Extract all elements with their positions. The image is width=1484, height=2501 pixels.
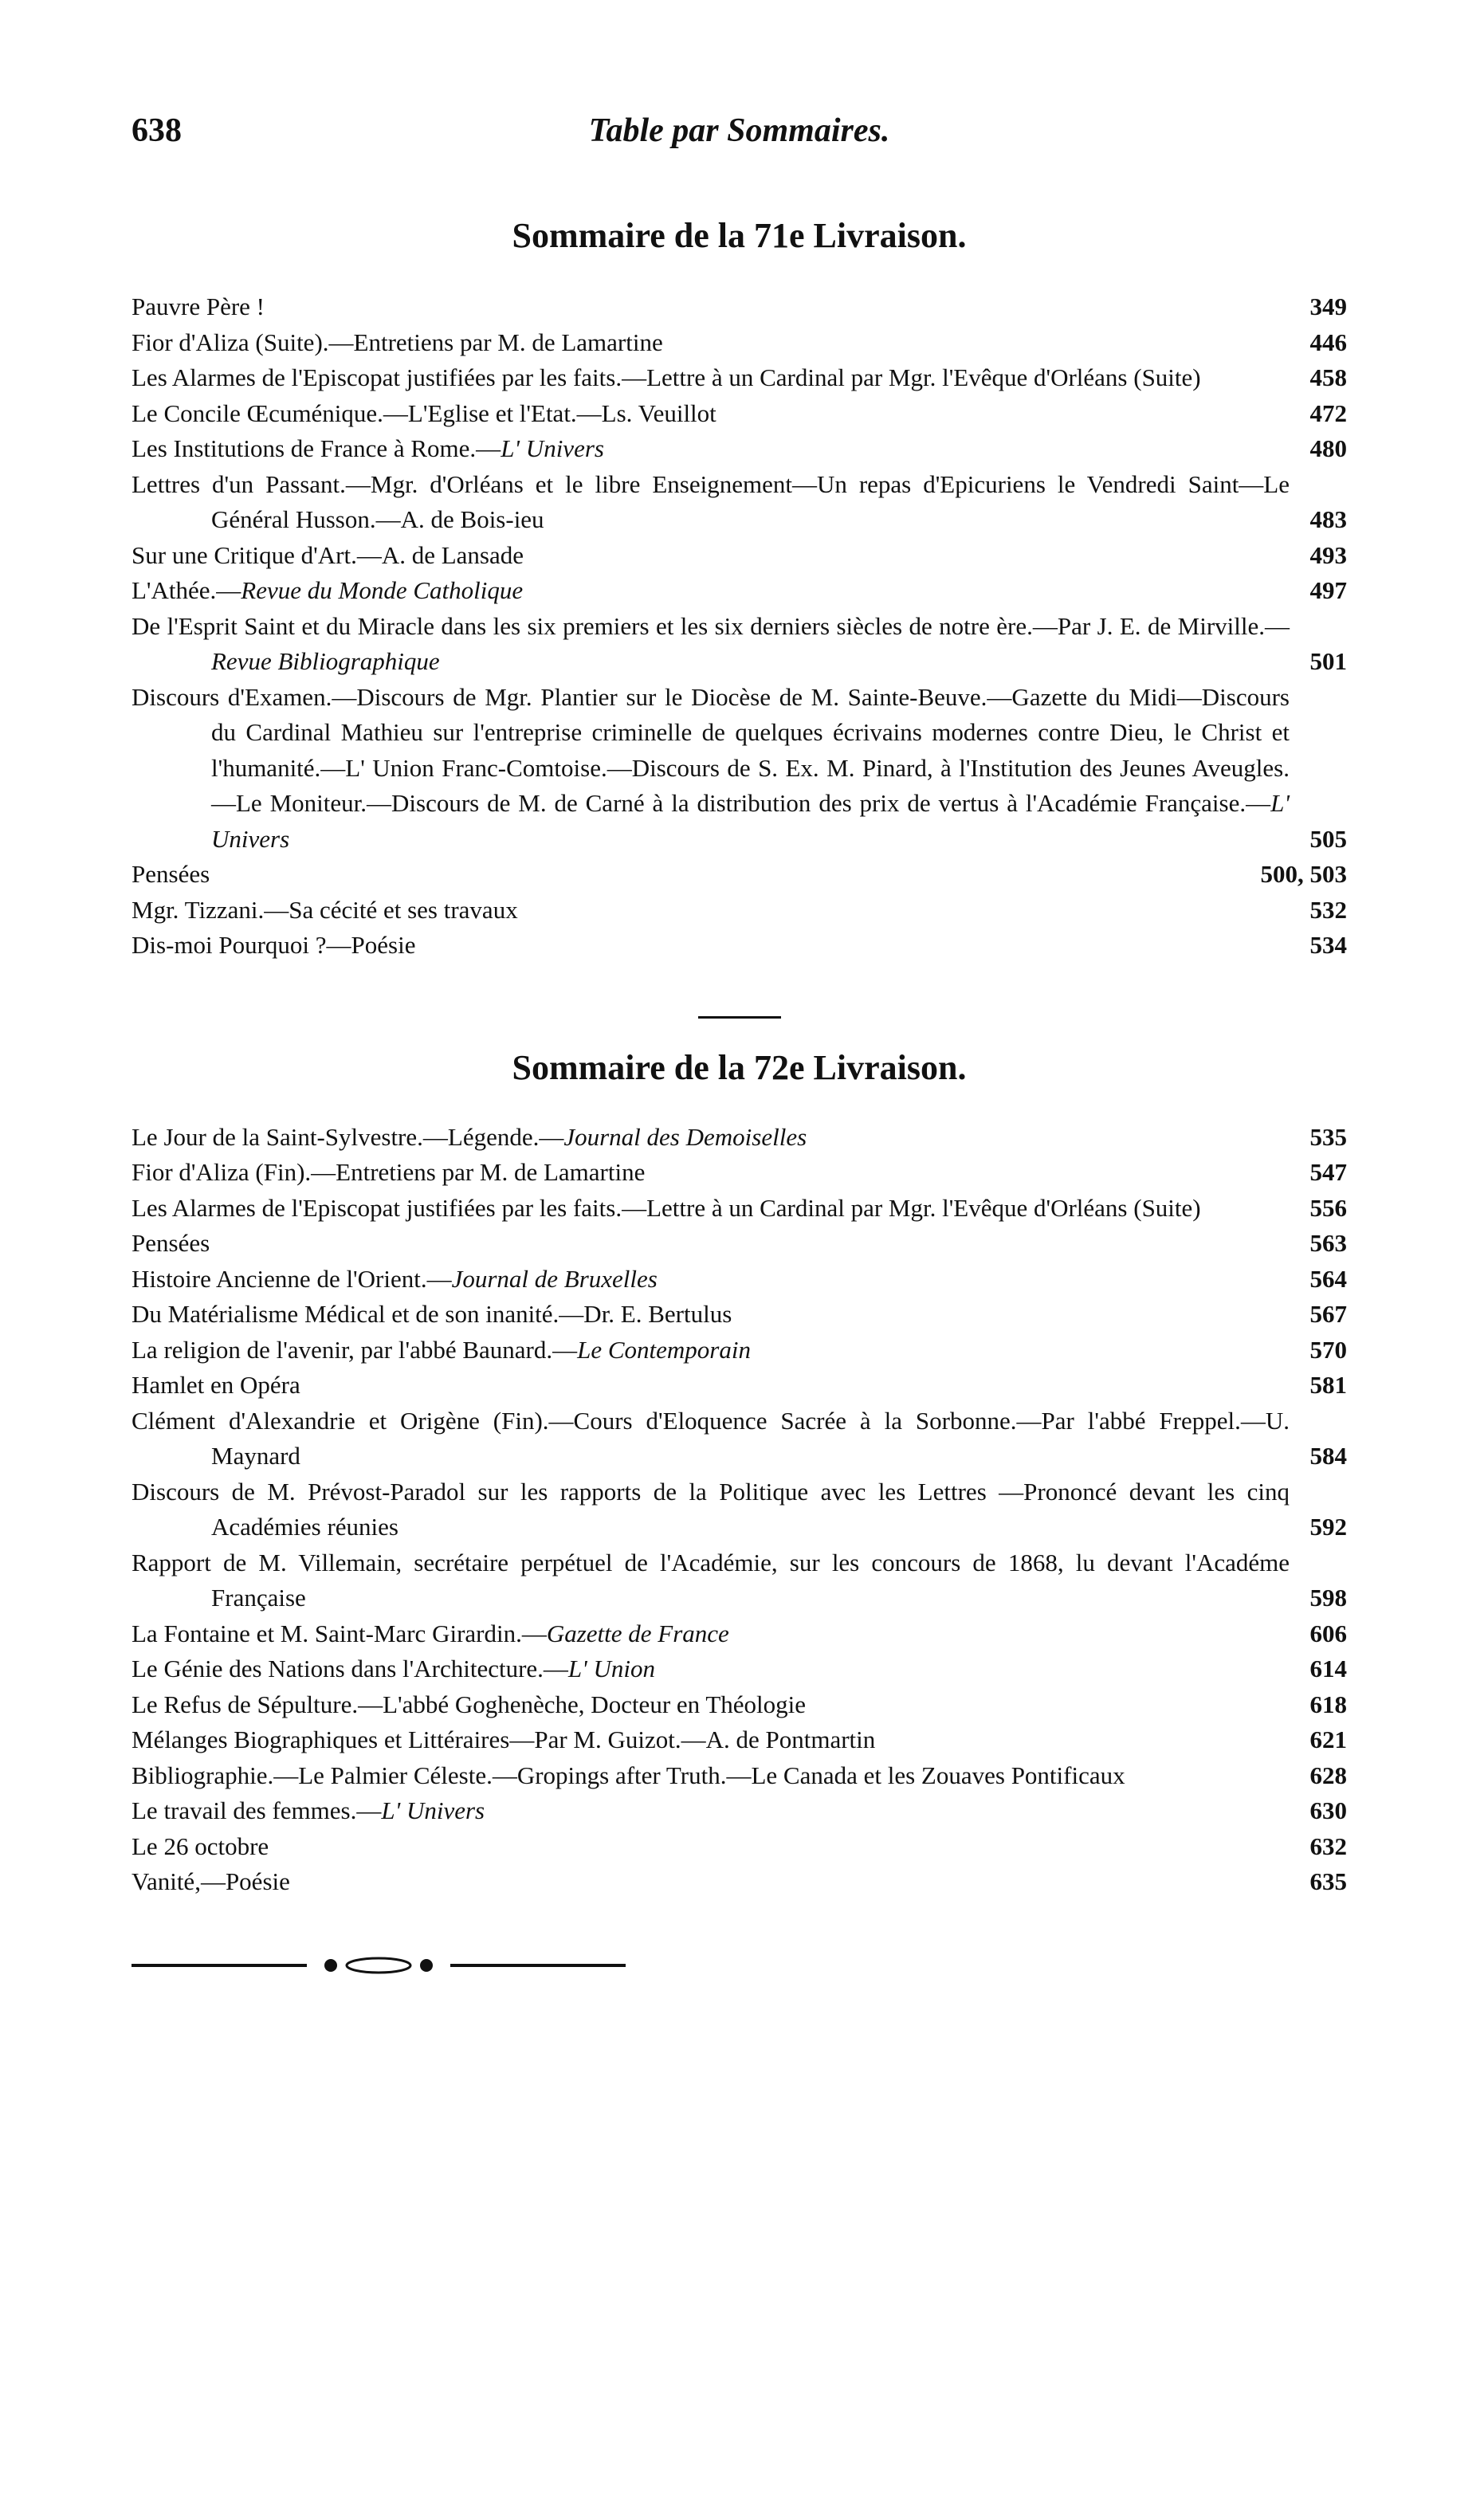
contents-entry xyxy=(132,431,1347,467)
entry-title-text: Pensées xyxy=(132,1229,210,1257)
entry-page-number: 535 xyxy=(1309,1122,1347,1151)
running-head xyxy=(132,112,1347,167)
entry-page-number: 606 xyxy=(1309,1619,1347,1647)
entry-title-text: Discours d'Examen.—Discours de Mgr. Plantier sur le Diocèse de M. Sainte-Beuve.—Gazette du Midi—Discours du Cardinal Mathieu sur l'entreprise criminelle de quelques écrivains modernes contre Dieu, le Christ et l'humanité.—L' Union Franc-Comtoise.—Discours de S. Ex. M. Pinard, à l'Institution des Jeunes Aveugles.—Le Moniteur.—Discours de M. de Carné à la distribution des prix de vertus à l'Académie Française.— xyxy=(132,682,1290,817)
entry-source: Journal des Demoiselles xyxy=(563,1122,807,1151)
entry-title-text: Le Concile Œcuménique.—L'Eglise et l'Etat.—Ls. Veuillot xyxy=(132,399,716,427)
entry-page-number: 532 xyxy=(1309,895,1347,924)
end-ornament-icon xyxy=(132,1948,626,1980)
contents-entry xyxy=(132,1120,1347,1156)
contents-entry xyxy=(132,680,1347,858)
entry-title xyxy=(132,1474,1290,1545)
entry-title xyxy=(132,1687,1290,1723)
entry-title-text: La religion de l'avenir, par l'abbé Baunard.— xyxy=(132,1335,578,1364)
contents-entry xyxy=(132,1651,1347,1687)
contents-entry xyxy=(132,573,1347,609)
entry-title xyxy=(132,1545,1290,1616)
contents-entry xyxy=(132,1297,1347,1333)
contents-entry xyxy=(132,1226,1347,1262)
entry-title xyxy=(132,857,1251,893)
entry-title xyxy=(132,1191,1290,1227)
entry-page-number: 630 xyxy=(1309,1796,1347,1824)
entry-title xyxy=(132,360,1290,396)
entry-title-text: Les Alarmes de l'Episcopat justifiées par les faits.—Lettre à un Cardinal par Mgr. l'Evêque d'Orléans (Suite) xyxy=(132,1193,1201,1222)
page xyxy=(132,112,1347,1984)
section-divider xyxy=(698,1016,781,1019)
entry-title xyxy=(132,1262,1290,1298)
entry-source: L' Union xyxy=(567,1655,656,1682)
entry-source: Revue du Monde Catholique xyxy=(241,576,524,604)
entry-page-number: 584 xyxy=(1309,1442,1347,1470)
contents-entry xyxy=(132,396,1347,432)
entry-title-text: Dis-moi Pourquoi ?—Poésie xyxy=(132,931,416,959)
entry-page-number: 547 xyxy=(1309,1158,1347,1186)
entry-title xyxy=(132,1155,1290,1191)
entry-title-text: Bibliographie.—Le Palmier Céleste.—Gropings after Truth.—Le Canada et les Zouaves Pontificaux xyxy=(132,1761,1125,1789)
entry-page-number: 563 xyxy=(1309,1229,1347,1257)
entry-page-number: 581 xyxy=(1309,1371,1347,1399)
section-title-72: Sommaire de la 72e Livraison. xyxy=(512,1047,967,1087)
entry-title xyxy=(132,1368,1290,1404)
contents-entry xyxy=(132,928,1347,964)
entry-title-text: Discours de M. Prévost-Paradol sur les rapports de la Politique avec les Lettres —Prononcé devant les cinq Académies réunies xyxy=(132,1477,1290,1541)
entry-title-text: Sur une Critique d'Art.—A. de Lansade xyxy=(132,540,524,569)
page-number: 638 xyxy=(132,112,182,149)
entry-title-text: Mélanges Biographiques et Littéraires—Par M. Guizot.—A. de Pontmartin xyxy=(132,1726,876,1753)
entry-page-number: 556 xyxy=(1309,1193,1347,1222)
contents-entry xyxy=(132,1793,1347,1829)
entry-title-text: Le 26 octobre xyxy=(132,1832,269,1860)
entry-page-number: 632 xyxy=(1309,1832,1347,1860)
entry-title xyxy=(132,1829,1290,1865)
entry-title-text: Lettres d'un Passant.—Mgr. d'Orléans et le libre Enseignement—Un repas d'Epicuriens le Vendredi Saint—Le Général Husson.—A. de Bois-ieu xyxy=(132,469,1290,533)
entry-title xyxy=(132,538,1290,574)
section-title-71: Sommaire de la 71e Livraison. xyxy=(512,216,967,255)
contents-entry xyxy=(132,360,1347,396)
entry-title xyxy=(132,1616,1290,1652)
contents-entry xyxy=(132,857,1347,893)
entry-page-number: 497 xyxy=(1309,576,1347,604)
entry-page-number: 493 xyxy=(1309,540,1347,569)
entry-title xyxy=(132,1793,1290,1829)
contents-entry xyxy=(132,1404,1347,1474)
entry-source: Revue Bibliographique xyxy=(211,647,440,675)
contents-entry xyxy=(132,1545,1347,1616)
entry-title-text: Du Matérialisme Médical et de son inanité.—Dr. E. Bertulus xyxy=(132,1300,732,1328)
contents-entry xyxy=(132,1829,1347,1865)
contents-entry xyxy=(132,1758,1347,1794)
entry-title xyxy=(132,1864,1290,1900)
entry-source: Gazette de France xyxy=(546,1619,729,1647)
contents-entry xyxy=(132,1864,1347,1900)
entry-title xyxy=(132,1722,1290,1758)
entry-title-text: Clément d'Alexandrie et Origène (Fin).—Cours d'Eloquence Sacrée à la Sorbonne.—Par l'abbé Freppel.—U. Maynard xyxy=(132,1406,1290,1470)
entry-page-number: 592 xyxy=(1309,1513,1347,1541)
contents-entry xyxy=(132,325,1347,361)
entry-source: L' Univers xyxy=(501,434,604,462)
entry-title-text: L'Athée.— xyxy=(132,576,241,604)
entry-page-number: 628 xyxy=(1309,1761,1347,1789)
contents-entry xyxy=(132,1155,1347,1191)
contents-list-71 xyxy=(132,289,1347,964)
entry-title xyxy=(132,1651,1290,1687)
contents-entry xyxy=(132,289,1347,325)
entry-page-number: 501 xyxy=(1309,647,1347,675)
entry-page-number: 480 xyxy=(1309,434,1347,462)
entry-source: L' Univers xyxy=(381,1796,485,1824)
entry-title-text: Fior d'Aliza (Suite).—Entretiens par M. de Lamartine xyxy=(132,328,663,356)
entry-title xyxy=(132,680,1290,858)
entry-page-number: 618 xyxy=(1309,1690,1347,1718)
entry-title xyxy=(132,1758,1290,1794)
entry-page-number: 598 xyxy=(1309,1584,1347,1612)
entry-page-number: 570 xyxy=(1309,1335,1347,1364)
entry-title-text: Les Alarmes de l'Episcopat justifiées par les faits.—Lettre à un Cardinal par Mgr. l'Evêque d'Orléans (Suite) xyxy=(132,363,1201,391)
contents-entry xyxy=(132,1191,1347,1227)
contents-entry xyxy=(132,1474,1347,1545)
entry-source: Le Contemporain xyxy=(577,1335,751,1364)
entry-page-number: 483 xyxy=(1309,505,1347,533)
contents-entry xyxy=(132,1616,1347,1652)
entry-title xyxy=(132,573,1290,609)
entry-title-text: Pauvre Père ! xyxy=(132,293,265,320)
entry-title-text: Pensées xyxy=(132,860,210,888)
contents-entry xyxy=(132,609,1347,680)
entry-title xyxy=(132,1226,1290,1262)
entry-title xyxy=(132,609,1290,680)
entry-page-number: 349 xyxy=(1309,293,1347,320)
entry-page-number: 635 xyxy=(1309,1867,1347,1895)
entry-title-text: Mgr. Tizzani.—Sa cécité et ses travaux xyxy=(132,895,518,924)
entry-page-number: 505 xyxy=(1309,824,1347,853)
entry-title-text: Histoire Ancienne de l'Orient.— xyxy=(132,1264,452,1293)
entry-title xyxy=(132,325,1290,361)
contents-entry xyxy=(132,1722,1347,1758)
entry-page-number: 564 xyxy=(1309,1264,1347,1293)
contents-entry xyxy=(132,1262,1347,1298)
entry-title-text: Rapport de M. Villemain, secrétaire perpétuel de l'Académie, sur les concours de 1868, lu devant l'Académe Française xyxy=(132,1548,1290,1612)
contents-entry xyxy=(132,538,1347,574)
entry-title xyxy=(132,431,1290,467)
contents-entry xyxy=(132,1368,1347,1404)
contents-list-72 xyxy=(132,1120,1347,1900)
entry-title-text: Les Institutions de France à Rome.— xyxy=(132,434,501,462)
entry-page-number: 458 xyxy=(1309,363,1347,391)
entry-title xyxy=(132,396,1290,432)
entry-title xyxy=(132,893,1290,929)
contents-entry xyxy=(132,467,1347,538)
entry-title-text: Fior d'Aliza (Fin).—Entretiens par M. de Lamartine xyxy=(132,1158,646,1186)
entry-title-text: Hamlet en Opéra xyxy=(132,1371,300,1399)
entry-page-number: 534 xyxy=(1309,931,1347,959)
entry-page-number: 446 xyxy=(1309,328,1347,356)
entry-source: L' Univers xyxy=(211,789,1290,853)
contents-entry xyxy=(132,893,1347,929)
entry-title xyxy=(132,1297,1290,1333)
entry-title xyxy=(132,1333,1290,1368)
entry-page-number: 621 xyxy=(1309,1726,1347,1753)
entry-title-text: De l'Esprit Saint et du Miracle dans les six premiers et les six derniers siècles de notre ère.—Par J. E. de Mirville.— xyxy=(132,611,1290,640)
entry-title-text: Le travail des femmes.— xyxy=(132,1796,382,1824)
entry-page-number: 567 xyxy=(1309,1300,1347,1328)
entry-title xyxy=(132,467,1290,538)
running-title: Table par Sommaires. xyxy=(588,112,890,149)
entry-title-text: La Fontaine et M. Saint-Marc Girardin.— xyxy=(132,1619,547,1647)
entry-title-text: Vanité,—Poésie xyxy=(132,1867,290,1895)
entry-title xyxy=(132,289,1290,325)
entry-page-number: 614 xyxy=(1309,1655,1347,1682)
contents-entry xyxy=(132,1687,1347,1723)
entry-title xyxy=(132,928,1290,964)
entry-title-text: Le Jour de la Saint-Sylvestre.—Légende.— xyxy=(132,1122,564,1151)
entry-title xyxy=(132,1404,1290,1474)
entry-title xyxy=(132,1120,1290,1156)
contents-entry xyxy=(132,1333,1347,1368)
entry-source: Journal de Bruxelles xyxy=(451,1264,658,1293)
entry-page-number: 472 xyxy=(1309,399,1347,427)
entry-title-text: Le Génie des Nations dans l'Architecture.— xyxy=(132,1655,568,1682)
entry-title-text: Le Refus de Sépulture.—L'abbé Goghenèche, Docteur en Théologie xyxy=(132,1690,807,1718)
entry-page-number: 500, 503 xyxy=(1260,860,1347,888)
